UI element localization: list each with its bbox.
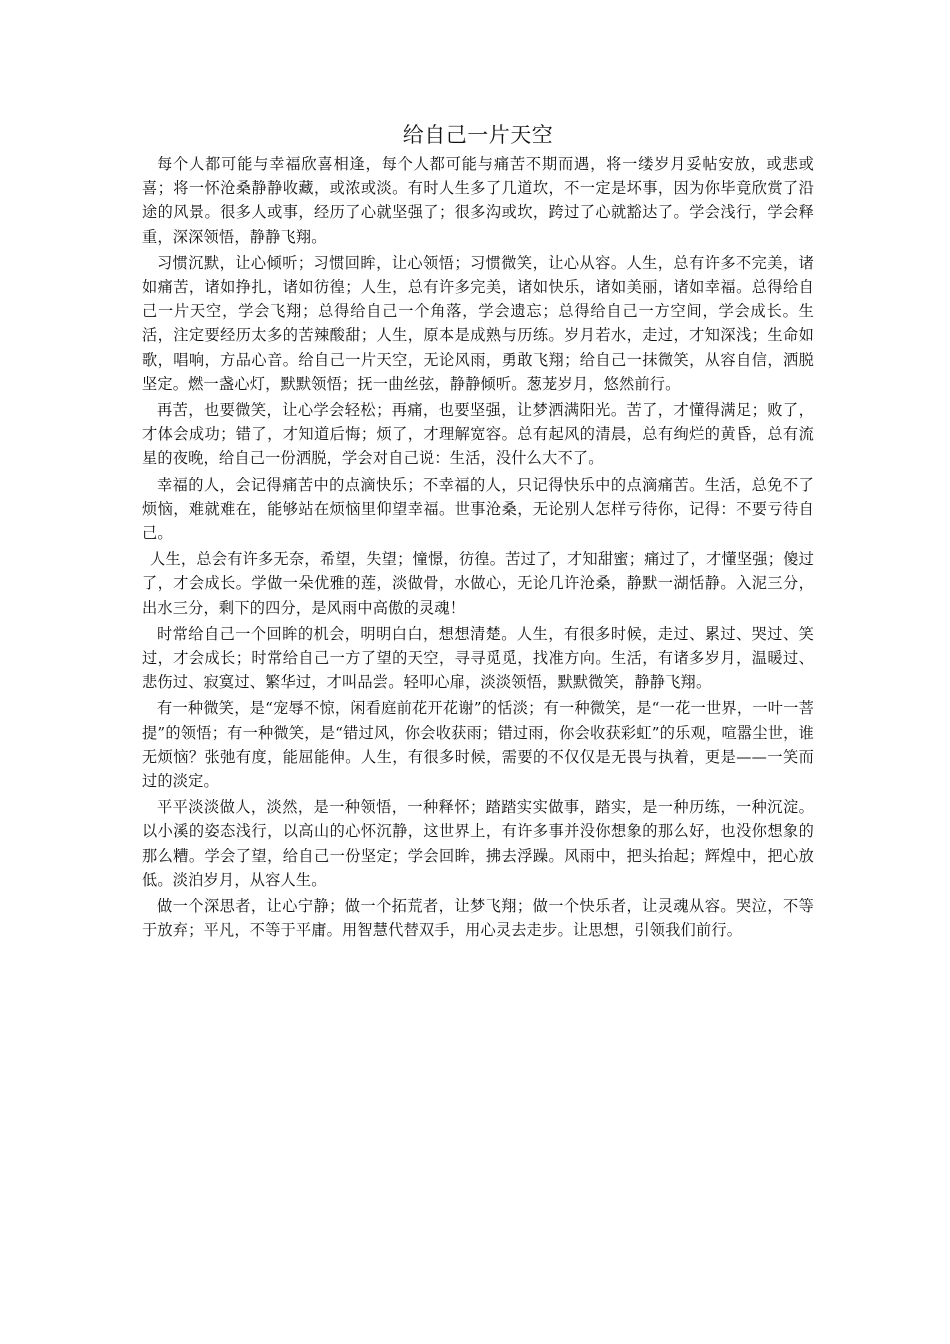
paragraph: 再苦，也要微笑，让心学会轻松；再痛，也要坚强，让梦洒满阳光。苦了，才懂得满足；败了，才体会成功；错了，才知道后悔；烦了，才理解宽容。总有起风的清晨，总有绚烂的黄昏，总有流星的夜晚，给自己一份洒脱，学会对自己说：生活，没什么大不了。 xyxy=(142,401,814,468)
paragraph: 每个人都可能与幸福欣喜相逢，每个人都可能与痛苦不期而遇，将一缕岁月妥帖安放，或悲或喜；将一怀沧桑静静收藏，或浓或淡。有时人生多了几道坎，不一定是坏事，因为你毕竟欣赏了沿途的风景。很多人或事，经历了心就坚强了；很多沟或坎，跨过了心就豁达了。学会浅行，学会释重，深深领悟，静静飞翔。 xyxy=(142,155,814,246)
article xyxy=(142,120,814,945)
paragraph: 平平淡淡做人，淡然，是一种领悟，一种释怀；踏踏实实做事，踏实，是一种历练，一种沉淀。以小溪的姿态浅行，以高山的心怀沉静，这世界上，有许多事并没你想象的那么好，也没你想象的那么糟。学会了望，给自己一份坚定；学会回眸，拂去浮躁。风雨中，把头抬起；辉煌中，把心放低。淡泊岁月，从容人生。 xyxy=(142,798,814,889)
paragraph: 时常给自己一个回眸的机会，明明白白，想想清楚。人生，有很多时候，走过、累过、哭过、笑过，才会成长；时常给自己一方了望的天空，寻寻觅觅，找准方向。生活，有诸多岁月，温暖过、悲伤过、寂寞过、繁华过，才叫品尝。轻叩心扉，淡淡领悟，默默微笑，静静飞翔。 xyxy=(142,624,814,692)
paragraph: 做一个深思者，让心宁静；做一个拓荒者，让梦飞翔；做一个快乐者，让灵魂从容。哭泣，不等于放弃；平凡，不等于平庸。用智慧代替双手，用心灵去走步。让思想，引领我们前行。 xyxy=(142,897,814,940)
paragraph: 人生，总会有许多无奈，希望，失望；憧憬，彷徨。苦过了，才知甜蜜；痛过了，才懂坚强；傻过了，才会成长。学做一朵优雅的莲，淡做骨，水做心，无论几许沧桑，静默一湖恬静。入泥三分，出水三分，剩下的四分，是风雨中高傲的灵魂！ xyxy=(142,550,814,617)
paragraph: 习惯沉默，让心倾听；习惯回眸，让心领悟；习惯微笑，让心从容。人生，总有许多不完美，诸如痛苦，诸如挣扎，诸如彷徨；人生，总有许多完美，诸如快乐，诸如美丽，诸如幸福。总得给自己一片天空，学会飞翔；总得给自己一个角落，学会遗忘；总得给自己一方空间，学会成长。生活，注定要经历太多的苦辣酸甜；人生，原本是成熟与历练。岁月若水，走过，才知深浅；生命如歌，唱响，方品心音。给自己一片天空，无论风雨，勇敢飞翔；给自己一抹微笑，从容自信，洒脱坚定。燃一盏心灯，默默领悟；抚一曲丝弦，静静倾听。葱茏岁月，悠然前行。 xyxy=(142,253,814,393)
paragraph: 幸福的人，会记得痛苦中的点滴快乐；不幸福的人，只记得快乐中的点滴痛苦。生活，总免不了烦恼，难就难在，能够站在烦恼里仰望幸福。世事沧桑，无论别人怎样亏待你，记得：不要亏待自己。 xyxy=(142,475,814,543)
paragraph: 有一种微笑，是“宠辱不惊，闲看庭前花开花谢”的恬淡；有一种微笑，是“一花一世界，一叶一菩提”的领悟；有一种微笑，是“错过风，你会收获雨；错过雨，你会收获彩虹”的乐观，喧嚣尘世，谁无烦恼？张弛有度，能屈能伸。人生，有很多时候，需要的不仅仅是无畏与执着，更是——一笑而过的淡定。 xyxy=(142,699,814,791)
article-title: 给自己一片天空 xyxy=(402,123,554,147)
